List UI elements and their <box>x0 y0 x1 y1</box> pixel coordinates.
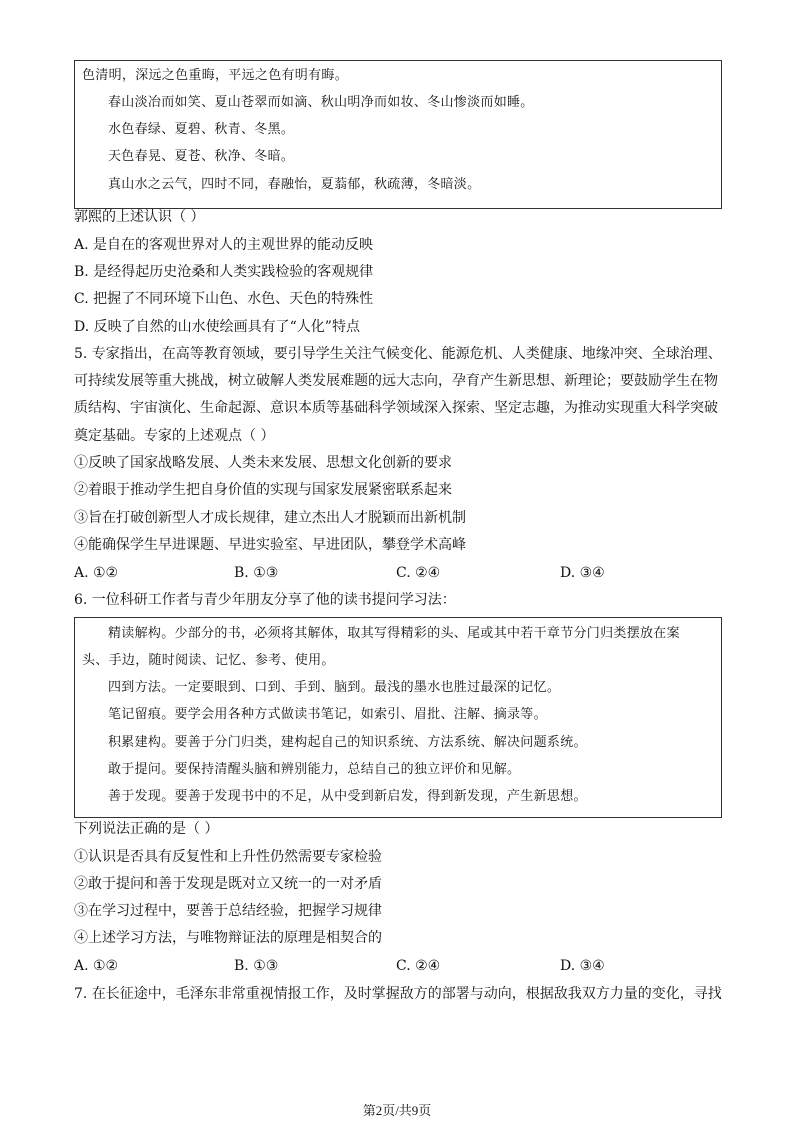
statement: ②敢于提问和善于发现是既对立又统一的一对矛盾 <box>74 876 382 892</box>
statement: ③旨在打破创新型人才成长规律，建立杰出人才脱颖而出新机制 <box>74 510 466 526</box>
choice-c: C. ②④ <box>396 565 441 581</box>
choice-b: B. ①③ <box>234 565 279 581</box>
page-number-footer: 第2页/共9页 <box>362 1103 432 1118</box>
answer-option: C. 把握了不同环境下山色、水色、天色的特殊性 <box>74 291 374 307</box>
question-stem-line: 奠定基础。专家的上述观点（ ） <box>74 428 275 444</box>
question-stem: 郭熙的上述认识（ ） <box>74 209 205 225</box>
statement: ④能确保学生早进课题、早进实验室、早进团队，攀登学术高峰 <box>74 537 466 553</box>
quote-line: 水色春绿、夏碧、秋青、冬黑。 <box>108 122 295 137</box>
quote-line: 真山水之云气，四时不同，春融怡，夏蓊郁，秋疏薄，冬暗淡。 <box>108 177 481 192</box>
method-line: 精读解构。少部分的书，必须将其解体，取其写得精彩的头、尾或其中若干章节分门归类摆放在案 <box>108 626 680 641</box>
method-line: 笔记留痕。要学会用各种方式做读书笔记，如索引、眉批、注解、摘录等。 <box>108 707 547 722</box>
question-prompt: 下列说法正确的是（ ） <box>74 821 219 837</box>
statement: ④上述学习方法，与唯物辩证法的原理是相契合的 <box>74 930 382 946</box>
answer-option: A. 是自在的客观世界对人的主观世界的能动反映 <box>74 237 374 253</box>
method-line: 敢于提问。要保持清醒头脑和辨别能力，总结自己的独立评价和见解。 <box>108 762 521 777</box>
question-stem-line: 5. 专家指出，在高等教育领域，要引导学生关注气候变化、能源危机、人类健康、地缘冲突、全球治理、 <box>74 346 722 362</box>
statement: ③在学习过程中，要善于总结经验，把握学习规律 <box>74 903 382 919</box>
quote-line: 色清明，深远之色重晦，平远之色有明有晦。 <box>82 68 349 83</box>
choice-d: D. ③④ <box>560 565 605 581</box>
quote-line: 春山淡冶而如笑、夏山苍翠而如滴、秋山明净而如妆、冬山惨淡而如睡。 <box>108 95 534 110</box>
choice-a: A. ①② <box>74 565 119 581</box>
question-stem-line: 可持续发展等重大挑战，树立破解人类发展难题的远大志向，孕育产生新思想、新理论；要鼓励学生在物 <box>74 373 718 389</box>
method-line: 善于发现。要善于发现书中的不足，从中受到新启发，得到新发现，产生新思想。 <box>108 789 587 804</box>
choice-c: C. ②④ <box>396 958 441 974</box>
method-line: 四到方法。一定要眼到、口到、手到、脑到。最浅的墨水也胜过最深的记忆。 <box>108 680 561 695</box>
choice-d: D. ③④ <box>560 958 605 974</box>
choice-a: A. ①② <box>74 958 119 974</box>
answer-option: B. 是经得起历史沧桑和人类实践检验的客观规律 <box>74 264 374 280</box>
answer-option: D. 反映了自然的山水使绘画具有了“人化”特点 <box>74 319 360 335</box>
question-stem-line: 质结构、宇宙演化、生命起源、意识本质等基础科学领域深入探索、坚定志趣，为推动实现重大科学突破 <box>74 400 718 416</box>
choice-b: B. ①③ <box>234 958 279 974</box>
question-stem-line: 7. 在长征途中，毛泽东非常重视情报工作，及时掌握敌方的部署与动向，根据敌我双方力量的变化，寻找 <box>74 986 722 1002</box>
statement: ①反映了国家战略发展、人类未来发展、思想文化创新的要求 <box>74 455 452 471</box>
method-line: 头、手边，随时阅读、记忆、参考、使用。 <box>82 653 335 668</box>
quote-line: 天色春晃、夏苍、秋净、冬暗。 <box>108 149 295 164</box>
statement: ②着眼于推动学生把自身价值的实现与国家发展紧密联系起来 <box>74 482 452 498</box>
method-line: 积累建构。要善于分门归类，建构起自己的知识系统、方法系统、解决问题系统。 <box>108 735 587 750</box>
statement: ①认识是否具有反复性和上升性仍然需要专家检验 <box>74 849 382 865</box>
question-stem: 6. 一位科研工作者与青少年朋友分享了他的读书提问学习法： <box>74 592 456 608</box>
